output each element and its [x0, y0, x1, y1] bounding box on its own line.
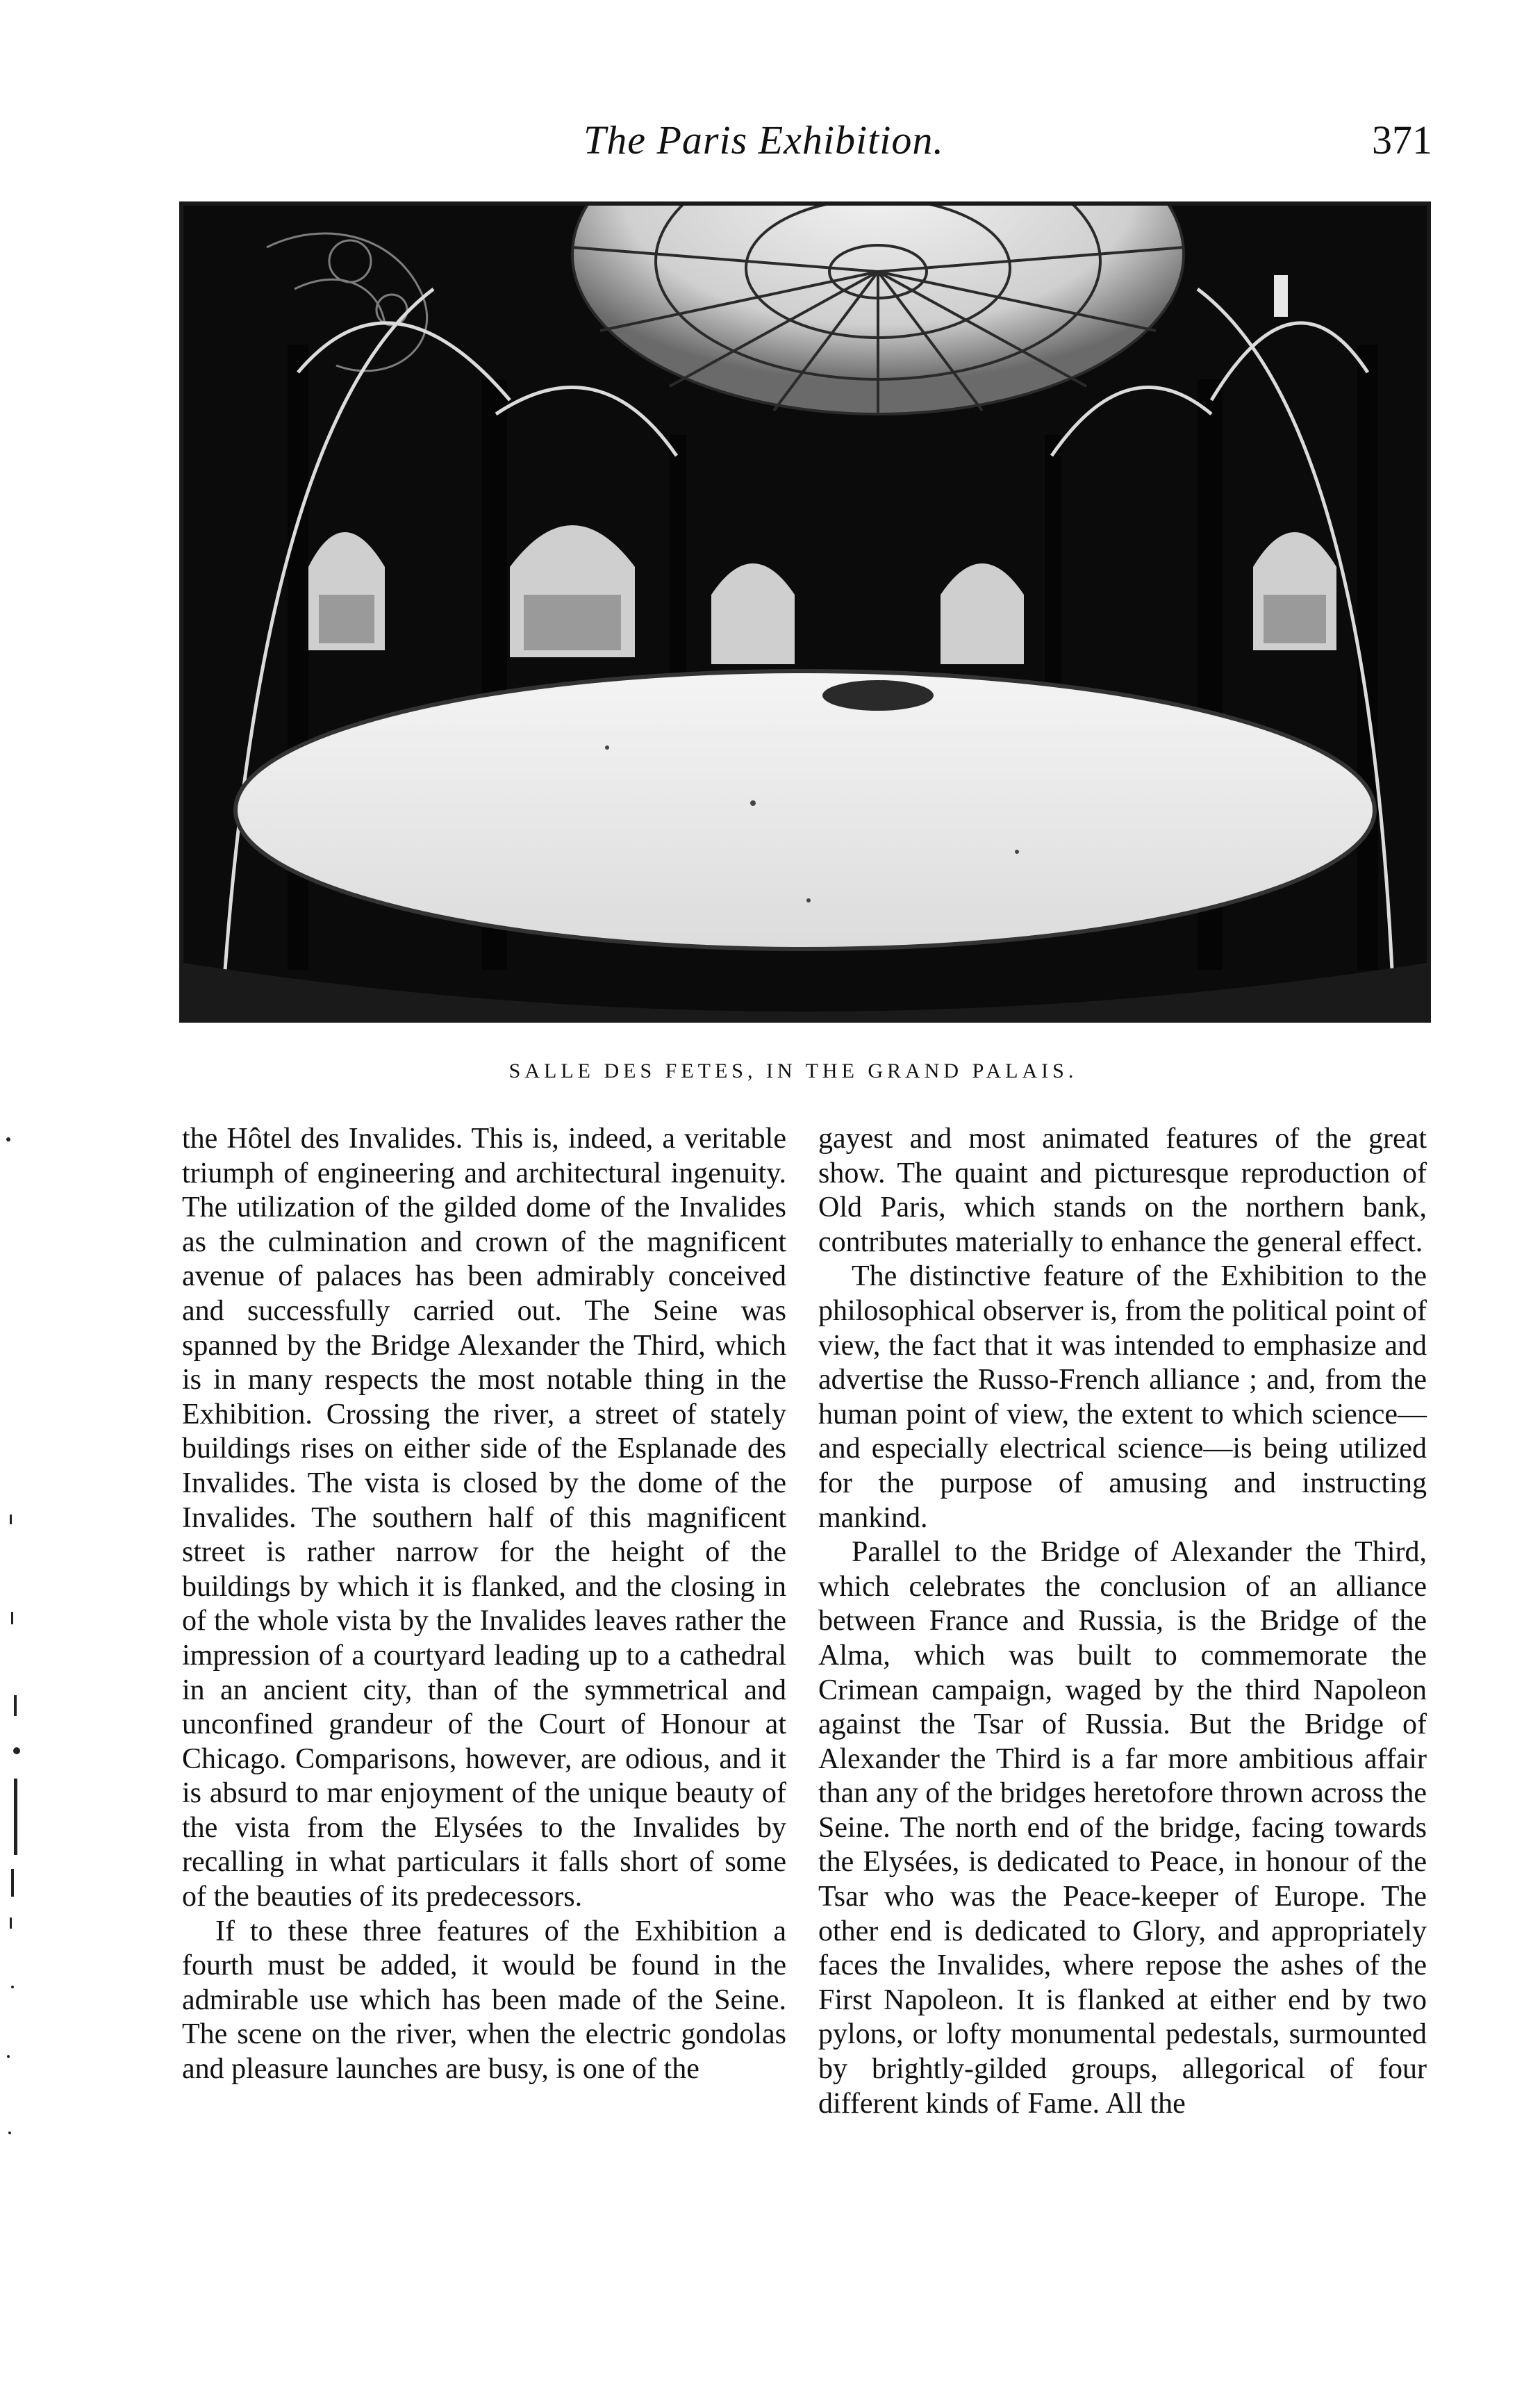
paragraph: gayest and most animated features of the great show. The quaint and picturesque reproduction of Old Paris, which stands on the northern bank, contributes materially to enhance the general effect. — [818, 1123, 1427, 1258]
margin-ink-marks — [0, 0, 76, 2405]
running-head — [0, 117, 1524, 172]
paragraph: The distinctive feature of the Exhibition to the philosophical observer is, from the political point of view, the fact that it was intended to emphasize and advertise the Russo-French alliance ; and, from the human point of view, the extent to which science—and especially electrical science—is being utilized for the purpose of amusing and instructing mankind. — [818, 1260, 1427, 1534]
paragraph: If to these three features of the Exhibition a fourth must be added, it would be found in the admirable use which has been made of the Seine. The scene on the river, when the electric gondolas and pleasure launches are busy, is one of the — [182, 1915, 786, 2086]
text-column-left — [182, 1122, 786, 2087]
running-title: The Paris Exhibition. — [583, 117, 944, 163]
text-column-right — [818, 1122, 1427, 2121]
plate-illustration — [179, 201, 1431, 1023]
paragraph: Parallel to the Bridge of Alexander the Third, which celebrates the conclusion of an alliance between France and Russia, is the Bridge of the Alma, which was built to commemorate the Crimean campaign, waged by the third Napoleon against the Tsar of Russia. But the Bridge of Alexander the Third is a far more ambitious affair than any of the bridges heretofore thrown across the Seine. The north end of the bridge, facing towards the Elysées, is dedicated to Peace, in honour of the Tsar who was the Peace-keeper of Europe. The other end is dedicated to Glory, and appropriately faces the Invalides, where repose the ashes of the First Napoleon. It is flanked at either end by two pylons, or lofty monumental pedestals, surmounted by brightly-gilded groups, allegorical of four different kinds of Fame. All the — [818, 1536, 1427, 2120]
plate-caption: SALLE DES FETES, IN THE GRAND PALAIS. — [508, 1059, 1078, 1082]
salle-des-fetes-engraving — [183, 206, 1427, 1019]
paragraph: the Hôtel des Invalides. This is, indeed, a veritable triumph of engineering and architectural ingenuity. The utilization of the gilded dome of the Invalides as the culmination and crown of the magnificent avenue of palaces has been admirably conceived and successfully carried out. The Seine was spanned by the Bridge Alexander the Third, which is in many respects the most notable thing in the Exhibition. Crossing the river, a street of stately buildings rises on either side of the Esplanade des Invalides. The vista is closed by the dome of the Invalides. The southern half of this magnificent street is rather narrow for the height of the buildings by which it is flanked, and the closing in of the whole vista by the Invalides leaves rather the impression of a courtyard leading up to a cathedral in an ancient city, than of the symmetrical and unconfined grandeur of the Court of Honour at Chicago. Comparisons, however, are odious, and it is absurd to mar enjoyment of the unique beauty of the vista from the Elysées to the Invalides by recalling in what particulars it falls short of some of the beauties of its predecessors. — [182, 1123, 786, 1913]
page-number: 371 — [1372, 117, 1432, 163]
